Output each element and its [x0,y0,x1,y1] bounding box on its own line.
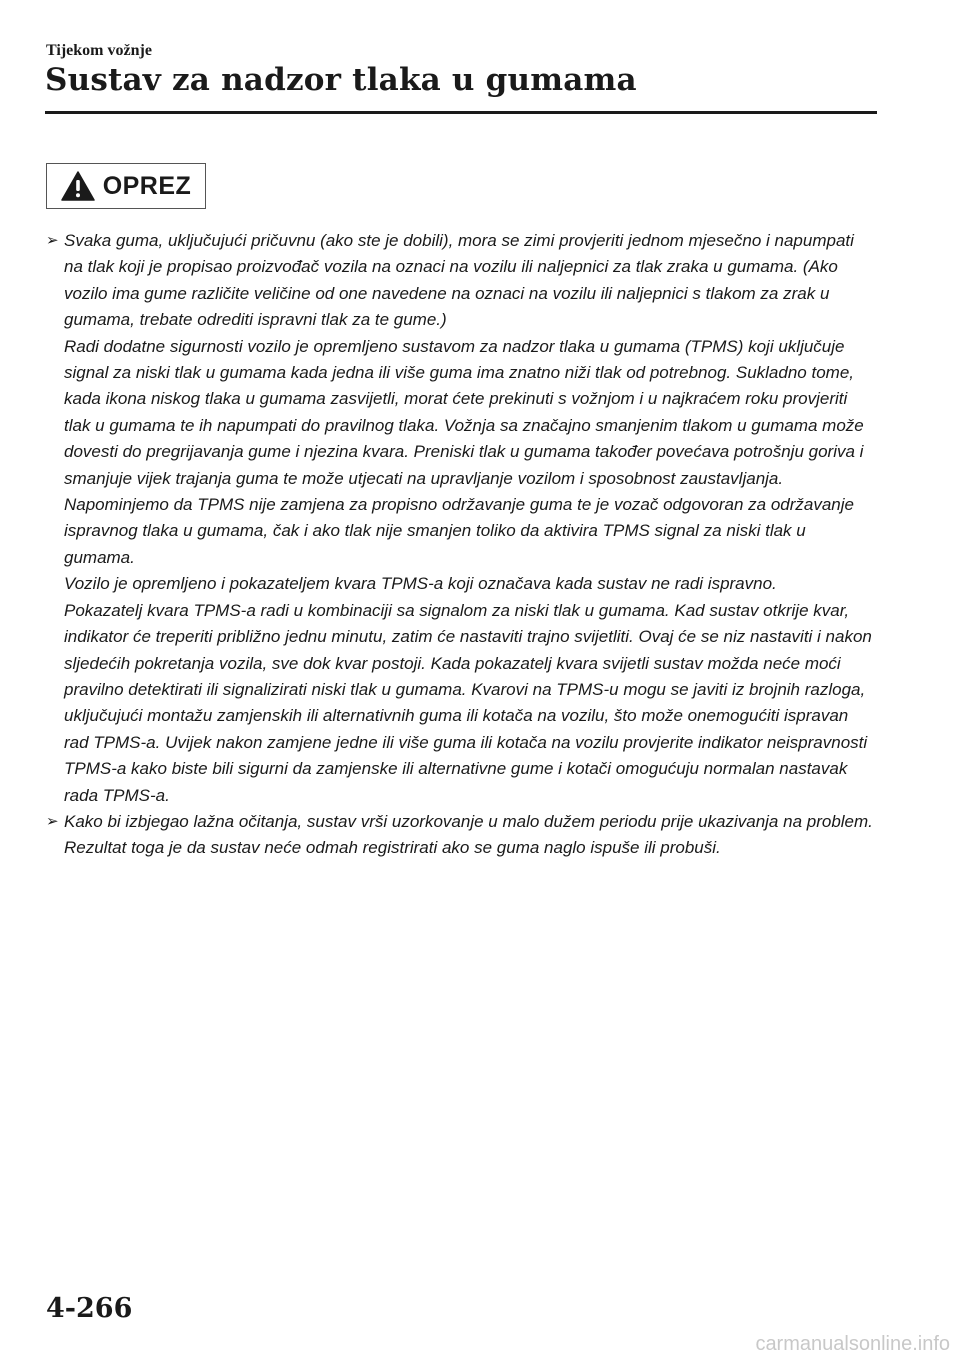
page-number: 4-266 [46,1293,133,1324]
paragraph: Svaka guma, uključujući pričuvnu (ako ste je dobili), mora se zimi provjeriti jednom mjesečno i napumpati na tlak koji je propisao proizvođač vozila na oznaci na vozilu ili naljepnici za tlak zraka u gumama. (Ako vozilo ima gume različite veličine od one navedene na oznaci na vozilu ili naljepnici s tlakom za zrak u gumama, trebate odrediti ispravni tlak za te gume.) [64,231,854,330]
bullet-arrow-icon: ➢ [46,232,59,249]
paragraph: Pokazatelj kvara TPMS-a radi u kombinaciji sa signalom za niski tlak u gumama. Kad sustav otkrije kvar, indikator će treperiti približno jednu minutu, zatim će nastaviti trajno svijetliti. Ovaj će se niz nastaviti i nakon sljedećih pokretanja vozila, sve dok kvar postoji. Kada pokazatelj kvara svijetli sustav možda neće moći pravilno detektirati ili signalizirati niski tlak u gumama. Kvarovi na TPMS-u mogu se javiti iz brojnih razloga, uključujući montažu zamjenskih ili alternativnih guma ili kotača na vozilu, što može onemogućiti ispravan rad TPMS-a. Uvijek nakon zamjene jedne ili više guma ili kotača na vozilu provjerite indikator neispravnosti TPMS-a kako biste bili sigurni da zamjenske ili alternativne gume i kotači omogućuju normalan nastavak rada TPMS-a. [64,600,872,805]
caution-box [46,163,206,209]
paragraph: Radi dodatne sigurnosti vozilo je opremljeno sustavom za nadzor tlaka u gumama (TPMS) koji uključuje signal za niski tlak u gumama kada jedna ili više guma ima znatno niži tlak od potrebnog. Sukladno tome, kada ikona niskog tlaka u gumama zasvijetli, morat ćete prekinuti s vožnjom i u najkraćem roku provjeriti tlak u gumama te ih napumpati do pravilnog tlaka. Vožnja sa značajno smanjenim tlakom u gumama može dovesti do pregrijavanja gume i njezina kvara. Preniski tlak u gumama također povećava potrošnju goriva i smanjuje vijek trajanja guma te može utjecati na upravljanje vozilom i sposobnost zaustavljanja. [64,336,864,488]
watermark: carmanualsonline.info [755,1333,950,1355]
bullet-item [46,228,876,809]
warning-triangle-icon [61,171,95,201]
caution-content [46,228,876,862]
paragraph: Napominjemo da TPMS nije zamjena za propisno održavanje guma te je vozač odgovoran za održavanje ispravnog tlaka u gumama, čak i ako tlak nije smanjen toliko da aktivira TPMS signal za niski tlak u gumama. [64,495,854,567]
bullet-item [46,809,876,862]
page-title: Sustav za nadzor tlaka u gumama [45,62,637,98]
paragraph: Kako bi izbjegao lažna očitanja, sustav vrši uzorkovanje u malo dužem periodu prije ukazivanja na problem. Rezultat toga je da sustav neće odmah registrirati ako se guma naglo ispuše ili probuši. [64,811,873,858]
title-divider [45,111,877,114]
caution-label: OPREZ [102,171,192,200]
bullet-arrow-icon: ➢ [46,812,59,830]
paragraph: Vozilo je opremljeno i pokazateljem kvara TPMS-a koji označava kada sustav ne radi ispravno. [64,574,777,594]
section-label: Tijekom vožnje [46,42,152,59]
